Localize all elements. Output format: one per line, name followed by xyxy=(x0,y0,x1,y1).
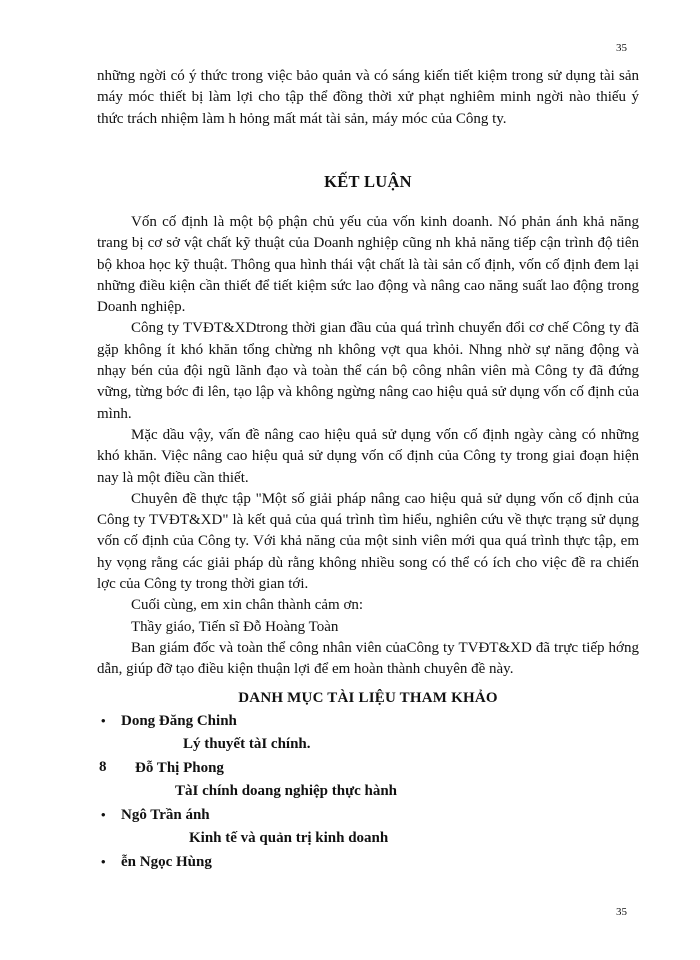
bullet-marker: • xyxy=(101,807,106,822)
reference-title: TàI chính doang nghiệp thực hành xyxy=(175,783,398,799)
conclusion-paragraph: Vốn cố định là một bộ phận chủ yếu của vốn kinh doanh. Nó phản ánh khả năng trang bị cơ sở vật chất kỹ thuật của Doanh nghiệp cũng nh khả năng tiếp cận trình độ tiên bộ khoa học kỹ thuật. Thông qua hình thái vật chất là tài sản cố định, vốn cố định đem lại những điều kiện cần thiết để tiết kiệm sức lao động và nâng cao năng suất lao động trong Doanh nghiệp. xyxy=(97,214,639,316)
reference-title-row xyxy=(97,829,639,853)
references-list xyxy=(97,712,639,876)
reference-title: Lý thuyết tàI chính. xyxy=(183,736,311,752)
continuation-text xyxy=(97,66,639,130)
thanks-line: Thầy giáo, Tiến sĩ Đỗ Hoàng Toàn xyxy=(131,618,339,635)
thanks-line: Cuối cùng, em xin chân thành cảm ơn: xyxy=(131,597,364,614)
conclusion-paragraph: Mặc dầu vậy, vấn đề nâng cao hiệu quả sử dụng vốn cố định ngày càng có những khó khăn. Việc nâng cao hiệu quả sử dụng vốn cố định của Công ty trong giai đoạn hiện nay là một điều cần thiết. xyxy=(97,426,639,486)
reference-item xyxy=(97,806,639,829)
reference-title: Kinh tế và quản trị kinh doanh xyxy=(189,830,389,846)
reference-item xyxy=(97,853,639,876)
reference-title-row xyxy=(97,782,639,806)
reference-author: Đỗ Thị Phong xyxy=(135,760,224,776)
reference-item xyxy=(97,712,639,735)
number-marker: 8 xyxy=(99,759,107,775)
references-heading: DANH MỤC TÀI LIỆU THAM KHẢO xyxy=(238,690,498,706)
conclusion-heading: KẾT LUẬN xyxy=(324,172,412,191)
reference-author: Dong Đăng Chinh xyxy=(121,713,237,729)
bullet-marker: • xyxy=(101,854,106,869)
reference-item xyxy=(97,759,639,782)
continuation-paragraph: những ngời có ý thức trong việc bảo quản và có sáng kiến tiết kiệm trong sử dụng tài sản máy móc thiết bị làm lợi cho tập thể đồng thời xử phạt nghiêm minh ngời nào thiếu ý thức trách nhiệm làm h hỏng mất mát tài sản, máy móc của Công ty. xyxy=(97,68,639,127)
bullet-marker: • xyxy=(101,713,106,728)
page-number-bottom: 35 xyxy=(616,906,627,918)
reference-author: Ngô Trần ánh xyxy=(121,807,210,823)
reference-title-row xyxy=(97,735,639,759)
conclusion-paragraph: Chuyên đề thực tập "Một số giải pháp nâng cao hiệu quả sử dụng vốn cố định của Công ty TVĐT&XD" là kết quả của quá trình tìm hiểu, nghiên cứu về thực trạng sử dụng vốn cố định của Công ty. Với khả năng của một sinh viên mới qua quá trình thực tập, em hy vọng rằng các giải pháp dù rằng không nhiều song có thể có ích cho việc đề ra chiến lợc của Công ty trong thời gian tới. xyxy=(97,490,639,593)
reference-author: ễn Ngọc Hùng xyxy=(121,854,212,870)
thanks-line: Ban giám đốc và toàn thể công nhân viên củaCông ty TVĐT&XD đã trực tiếp hớng dẫn, giúp đỡ tạo điều kiện thuận lợi để em hoàn thành chuyên đề này. xyxy=(97,639,639,678)
conclusion-paragraph: Công ty TVĐT&XDtrong thời gian đầu của quá trình chuyển đổi cơ chế Công ty đã gặp không ít khó khăn tổng chừng nh không vợt qua khỏi. Nhng nhờ sự năng động và nhạy bén của đội ngũ lãnh đạo và toàn thể cán bộ công nhân viên mà Công ty đã đứng vững, từng bớc đi lên, tạo lập và không ngừng nâng cao hiệu quả sử dụng vốn cố định của mình. xyxy=(97,320,639,422)
page-number-top: 35 xyxy=(616,42,627,54)
conclusion-body xyxy=(97,212,639,681)
